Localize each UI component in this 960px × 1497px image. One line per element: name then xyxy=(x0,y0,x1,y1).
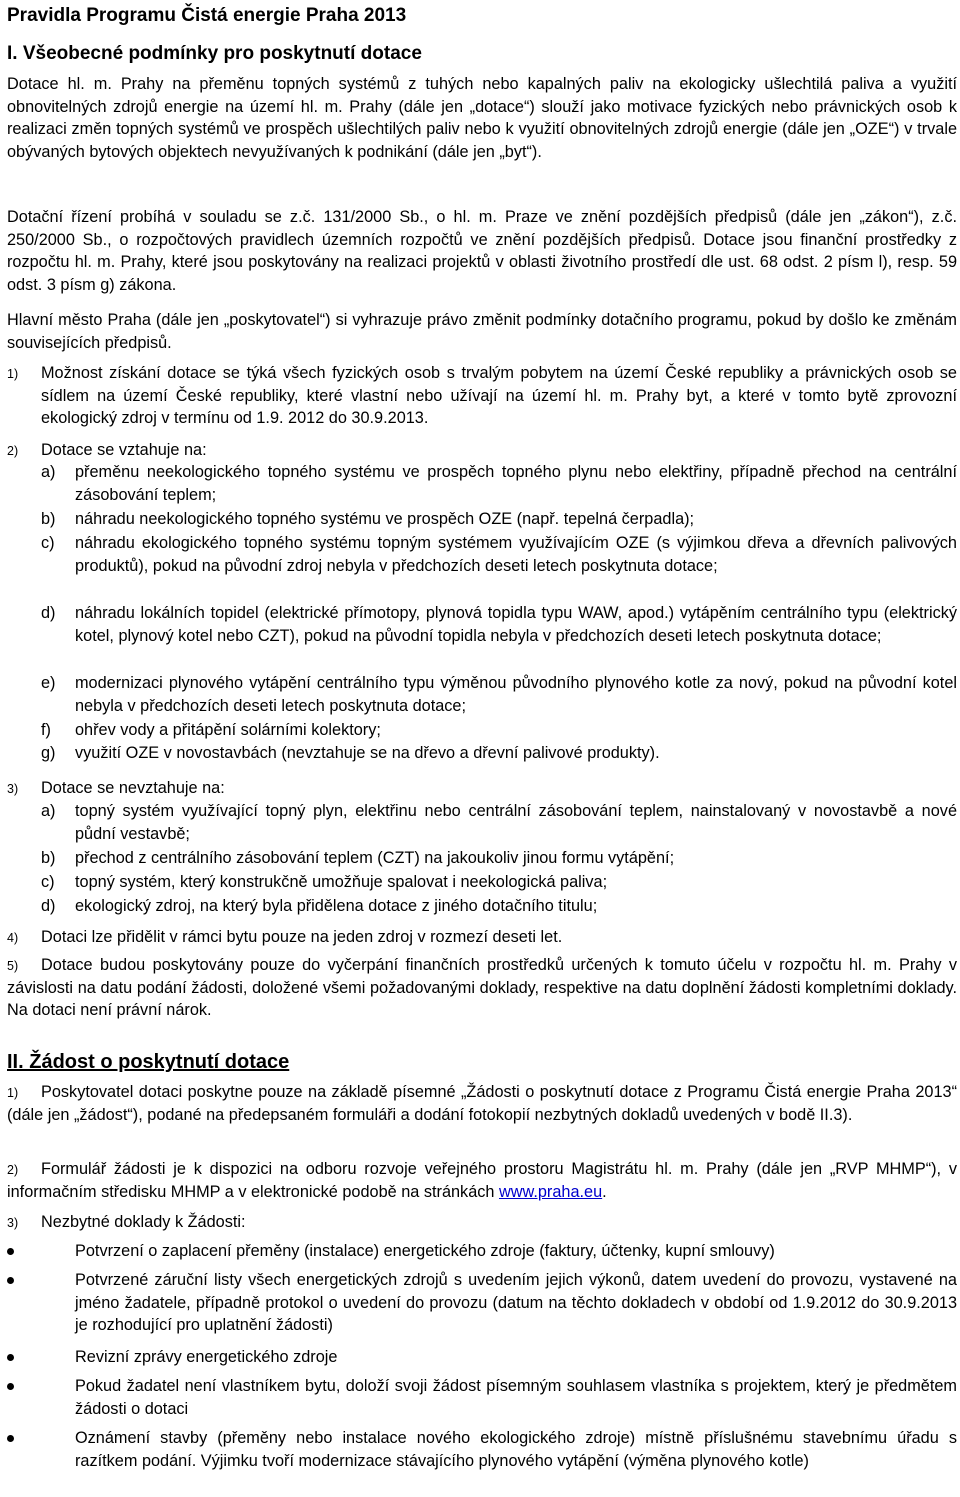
item-text: Dotace se vztahuje na: xyxy=(41,441,207,459)
section-1-item-2 xyxy=(7,439,957,462)
item-number: 2) xyxy=(7,444,19,458)
bullet-text: Potvrzení o zaplacení přeměny (instalace) energetického zdroje (faktury, účtenky, kupní smlouvy) xyxy=(75,1242,775,1260)
section-1-item-5 xyxy=(7,954,957,1022)
item-text-start: Formulář žádosti je k dispozici na odboru rozvoje veřejného prostoru Magistrátu hl. m. Prahy (dále jen „RVP MHMP“), v informačním středisku MHMP a v elektronické podobě na stránkách xyxy=(7,1160,957,1201)
sub-letter: g) xyxy=(41,744,56,762)
document-bullet xyxy=(41,1269,957,1337)
sub-letter: a) xyxy=(41,463,56,481)
bullet-icon xyxy=(7,1383,14,1390)
sub-text: přechod z centrálního zásobování teplem (CZT) na jakoukoliv jinou formu vytápění; xyxy=(75,849,675,867)
sub-letter: d) xyxy=(41,897,56,915)
sub-text: náhradu ekologického topného systému topným systémem využívajícím OZE (s výjimkou dřeva a dřevních palivových produktů), pokud na původní zdroj nebyla v předchozích deseti letech poskytnuta dotace; xyxy=(75,534,957,575)
item-2-sub-b xyxy=(41,508,957,531)
sub-text: přeměnu neekologického topného systému ve prospěch topného plynu nebo elektřiny, případně přechod na centrální zásobování teplem; xyxy=(75,463,957,504)
section-1-item-3 xyxy=(7,777,957,800)
sub-text: ekologický zdroj, na který byla přidělena dotace z jiného dotačního titulu; xyxy=(75,897,598,915)
document-bullet xyxy=(41,1375,957,1420)
bullet-icon xyxy=(7,1248,14,1255)
bullet-text: Revizní zprávy energetického zdroje xyxy=(75,1348,338,1366)
item-text-end: . xyxy=(602,1182,607,1201)
section-2-item-1 xyxy=(7,1081,957,1126)
item-text: Dotaci lze přidělit v rámci bytu pouze na jeden zdroj v rozmezí deseti let. xyxy=(41,928,563,946)
item-3-sub-d xyxy=(41,895,957,918)
sub-text: náhradu neekologického topného systému ve prospěch OZE (např. tepelná čerpadla); xyxy=(75,510,695,528)
item-number: 3) xyxy=(7,1216,19,1230)
item-text: Dotace se nevztahuje na: xyxy=(41,779,225,797)
document-bullet xyxy=(41,1427,957,1472)
sub-letter: b) xyxy=(41,510,56,528)
bullet-icon xyxy=(7,1435,14,1442)
sub-text: ohřev vody a přitápění solárními kolektory; xyxy=(75,721,381,739)
item-text: Možnost získání dotace se týká všech fyzických osob s trvalým pobytem na území České republiky a právnických osob se sídlem na území České republiky, které vlastní nebo užívají na území hl. m. Prahy byt, a které v tomto bytě zprovozní ekologický zdroj v termínu od 1.9. 2012 do 30.9.2013. xyxy=(41,364,957,427)
item-text: Poskytovatel dotaci poskytne pouze na základě písemné „Žádosti o poskytnutí dotace z Programu Čistá energie Praha 2013“ (dále jen „žádost“), podané na předepsaném formuláři a dodání fotokopií nezbytných dokladů uvedených v bodě II.3). xyxy=(7,1083,957,1124)
item-number: 4) xyxy=(7,931,19,945)
document-bullet xyxy=(41,1240,957,1263)
section-1-item-1 xyxy=(7,362,957,430)
item-number: 2) xyxy=(7,1163,19,1177)
sub-text: modernizaci plynového vytápění centrálního typu výměnou původního plynového kotle za nový, pokud na původní kotel nebyla v předchozích deseti letech poskytnuta dotace; xyxy=(75,674,957,715)
section-2-item-2 xyxy=(7,1158,957,1203)
item-2-sub-d xyxy=(41,602,957,647)
item-2-sub-e xyxy=(41,672,957,717)
bullet-text: Pokud žadatel není vlastníkem bytu, doloží svoji žádost písemným souhlasem vlastníka s projektem, který je předmětem žádosti o dotaci xyxy=(75,1377,957,1418)
provider-paragraph: Hlavní město Praha (dále jen „poskytovatel“) si vyhrazuje právo změnit podmínky dotačního programu, pokud by došlo ke změnám souvisejících předpisů. xyxy=(7,311,957,352)
item-number: 1) xyxy=(7,1086,19,1100)
sub-letter: d) xyxy=(41,604,56,622)
sub-text: využití OZE v novostavbách (nevztahuje se na dřevo a dřevní palivové produkty). xyxy=(75,744,660,762)
legal-paragraph: Dotační řízení probíhá v souladu se z.č. 131/2000 Sb., o hl. m. Praze ve znění pozdějších předpisů (dále jen „zákon“), z.č. 250/2000 Sb., o rozpočtových pravidlech územních rozpočtů ve znění pozdějších předpisů. Dotace jsou finanční prostředky z rozpočtu hl. m. Prahy, které jsou poskytovány na realizaci projektů v oblasti životního prostředí dle ust. 68 odst. 2 písm l), resp. 59 odst. 3 písm g) zákona. xyxy=(7,208,957,294)
sub-letter: c) xyxy=(41,873,55,891)
item-number: 5) xyxy=(7,959,19,973)
item-number: 1) xyxy=(7,367,19,381)
item-3-sub-c xyxy=(41,871,957,894)
item-2-sub-g xyxy=(41,742,957,765)
item-2-sub-f xyxy=(41,719,957,742)
item-text xyxy=(7,1158,957,1203)
item-text: Nezbytné doklady k Žádosti: xyxy=(41,1213,246,1231)
section-2-item-3 xyxy=(7,1211,957,1234)
bullet-icon xyxy=(7,1277,14,1284)
item-text: Dotace budou poskytovány pouze do vyčerpání finančních prostředků určených k tomuto účelu v rozpočtu hl. m. Prahy v závislosti na datu podání žádosti, doložené všemi požadovanými doklady, respektive na datu doplnění žádosti kompletními doklady. Na dotaci není právní nárok. xyxy=(7,956,957,1019)
sub-letter: f) xyxy=(41,721,51,739)
sub-letter: b) xyxy=(41,849,56,867)
section-1-heading: I. Všeobecné podmínky pro poskytnutí dotace xyxy=(7,43,422,64)
item-3-sub-a xyxy=(41,800,957,845)
sub-text: topný systém, který konstrukčně umožňuje spalovat i neekologická paliva; xyxy=(75,873,608,891)
section-2-heading: II. Žádost o poskytnutí dotace xyxy=(7,1051,290,1073)
document-title: Pravidla Programu Čistá energie Praha 2013 xyxy=(7,5,407,26)
bullet-text: Oznámení stavby (přeměny nebo instalace nového ekologického zdroje) místně příslušnému stavebnímu úřadu s razítkem podání. Výjimku tvoří modernizace stávajícího plynového vytápění (výměna plynového kotle) xyxy=(75,1429,957,1470)
intro-paragraph: Dotace hl. m. Prahy na přeměnu topných systémů z tuhých nebo kapalných paliv na ekologicky ušlechtilá paliva a využití obnovitelných zdrojů energie na území hl. m. Prahy (dále jen „dotace“) slouží jako motivace fyzických nebo právnických osob k realizaci změn topných systémů ve prospěch ušlechtilých paliv nebo k využití obnovitelných zdrojů energie (dále jen „OZE“) v trvale obývaných bytových objektech nevyužívaných k podnikání (dále jen „byt“). xyxy=(7,75,957,161)
item-2-sub-c xyxy=(41,532,957,577)
sub-letter: a) xyxy=(41,802,56,820)
document-bullet xyxy=(41,1346,957,1369)
bullet-text: Potvrzené záruční listy všech energetických zdrojů s uvedením jejich výkonů, datem uvedení do provozu, vystavené na jméno žadatele, případně protokol o uvedení do provozu (datum na těchto dokladech v období od 1.9.2012 do 30.9.2013 je rozhodující pro uplatnění žádosti) xyxy=(75,1271,957,1334)
sub-text: náhradu lokálních topidel (elektrické přímotopy, plynová topidla typu WAW, apod.) vytápěním centrálního typu (elektrický kotel, plynový kotel nebo CZT), pokud na původní topidla nebyla v předchozích deseti letech poskytnuta dotace; xyxy=(75,604,957,645)
item-2-sub-a xyxy=(41,461,957,506)
sub-letter: c) xyxy=(41,534,55,552)
praha-eu-link[interactable]: www.praha.eu xyxy=(498,1182,603,1201)
sub-letter: e) xyxy=(41,674,56,692)
item-3-sub-b xyxy=(41,847,957,870)
item-number: 3) xyxy=(7,782,19,796)
section-1-item-4 xyxy=(7,926,957,949)
sub-text: topný systém využívající topný plyn, elektřinu nebo centrální zásobování teplem, nainstalovaný v novostavbě a nové půdní vestavbě; xyxy=(75,802,957,843)
bullet-icon xyxy=(7,1354,14,1361)
